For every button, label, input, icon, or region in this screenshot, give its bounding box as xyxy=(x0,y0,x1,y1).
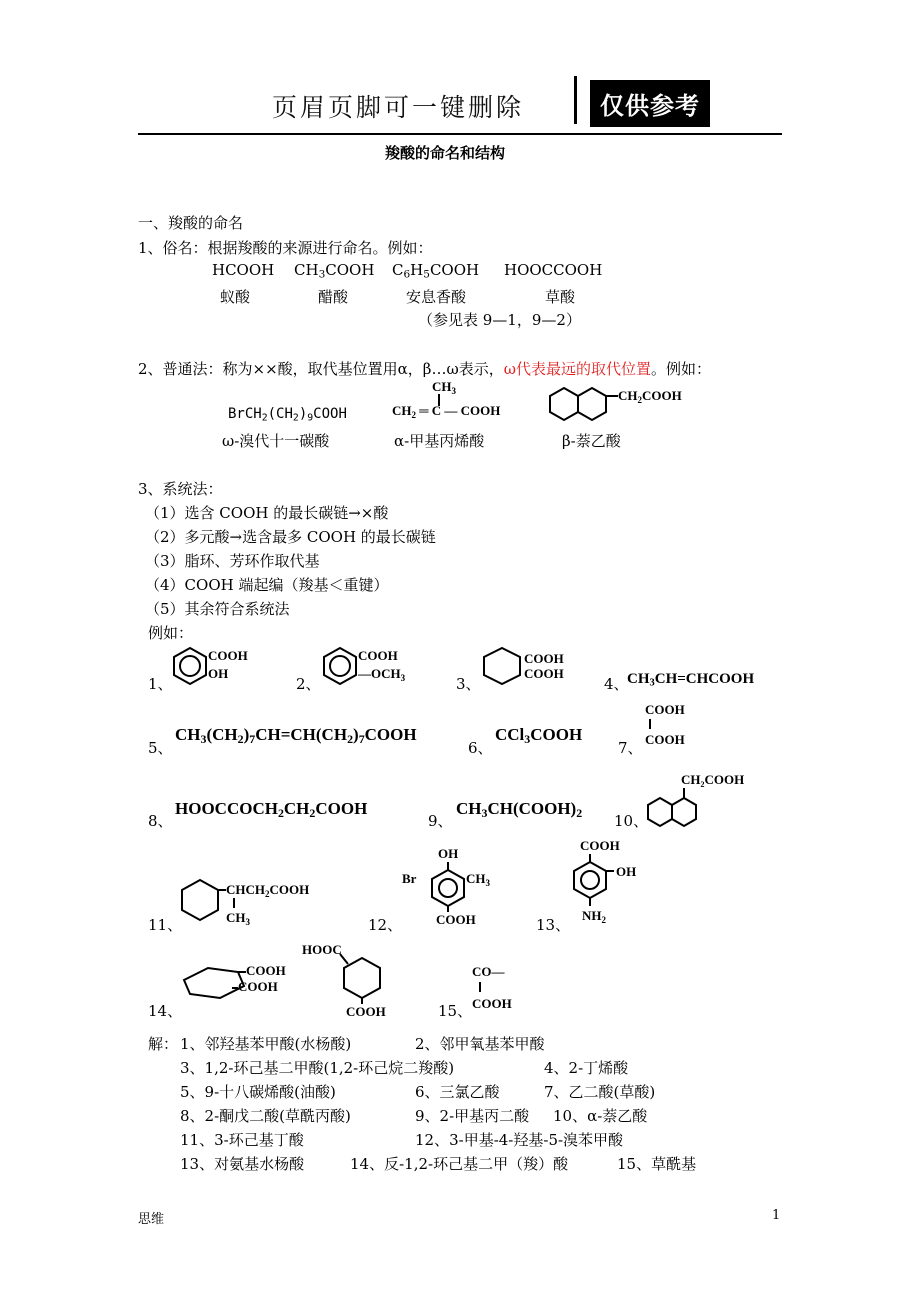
ex11-structure xyxy=(178,872,338,932)
answer-2: 2、邻甲氧基苯甲酸 xyxy=(415,1035,545,1053)
svg-text:CH3: $CH_3$ xyxy=(432,379,456,396)
rule-1: （1）选含 COOH 的最长碳链→×酸 xyxy=(145,504,389,522)
svg-text:CH3: $CH_3$ xyxy=(226,910,250,927)
answer-14: 14、反-1,2-环己基二甲（羧）酸 xyxy=(350,1155,569,1173)
answer-13: 13、对氨基水杨酸 xyxy=(180,1155,305,1173)
svg-text:COOH: COOH xyxy=(472,996,512,1011)
rule-2: （2）多元酸→选含最多 COOH 的最长碳链 xyxy=(145,528,436,546)
example-label: 例如： xyxy=(148,624,194,642)
answer-12: 12、3-甲基-4-羟基-5-溴苯甲酸 xyxy=(415,1131,624,1149)
name-benzoic: 安息香酸 xyxy=(406,288,467,306)
ex-num-11: 11、 xyxy=(148,916,183,934)
formula-ch3cooh: $CH_3COOH$ xyxy=(294,261,375,281)
ex9-formula: $CH_3CH(COOH)_2$ xyxy=(456,799,583,820)
answer-5: 5、9-十八碳烯酸(油酸) xyxy=(180,1083,336,1101)
ex4-formula: $CH_3CH=CHCOOH$ xyxy=(627,671,755,689)
name-acetic: 醋酸 xyxy=(318,288,349,306)
svg-text:COOH: COOH xyxy=(580,838,620,853)
svg-text:CH2COOH: $CH_2COOH$ xyxy=(618,388,682,405)
ex-num-3: 3、 xyxy=(456,675,481,693)
ex-num-5: 5、 xyxy=(148,739,173,757)
svg-text:COOH: COOH xyxy=(645,702,685,717)
header-rule xyxy=(138,133,782,135)
ex-num-6: 6、 xyxy=(468,739,493,757)
name-oxalic: 草酸 xyxy=(545,288,576,306)
answer-4: 4、2-丁烯酸 xyxy=(544,1059,629,1077)
s3-heading: 3、系统法： xyxy=(138,480,223,498)
svg-text:CO—: CO— xyxy=(472,964,505,979)
svg-text:COOH: COOH xyxy=(524,666,564,681)
ex-num-14: 14、 xyxy=(148,1002,183,1020)
svg-text:COOH: COOH xyxy=(436,912,476,927)
name-methacrylic: α-甲基丙烯酸 xyxy=(394,432,485,450)
ex-num-2: 2、 xyxy=(296,675,321,693)
formula-hcooh: HCOOH xyxy=(212,261,275,279)
answer-1: 1、邻羟基苯甲酸(水杨酸) xyxy=(180,1035,352,1053)
ex12-structure xyxy=(398,844,508,928)
ex14-structure xyxy=(178,940,418,1020)
ex-num-12: 12、 xyxy=(368,916,403,934)
methacrylic-structure xyxy=(388,378,518,424)
formula-hooccooh: HOOCCOOH xyxy=(504,261,603,279)
answer-6: 6、三氯乙酸 xyxy=(415,1083,500,1101)
header-badge: 仅供参考 xyxy=(590,80,710,127)
answer-label: 解： xyxy=(148,1035,179,1053)
naphthyl-acetic-structure xyxy=(546,384,706,424)
svg-text:Br: Br xyxy=(402,871,417,886)
formula-c6h5cooh: $C_6H_5COOH$ xyxy=(392,261,480,281)
svg-text:CH3: $CH_3$ xyxy=(466,871,490,888)
ex-num-15: 15、 xyxy=(438,1002,473,1020)
name-naphthyl: β-萘乙酸 xyxy=(562,432,621,450)
svg-text:OH: OH xyxy=(208,666,229,681)
ex-num-9: 9、 xyxy=(428,812,453,830)
page-number: 1 xyxy=(772,1208,781,1223)
answer-9: 9、2-甲基丙二酸 xyxy=(415,1107,530,1125)
ex10-structure xyxy=(644,770,754,832)
formula-bromo: $BrCH_2(CH_2)_9COOH$ xyxy=(228,406,347,424)
ex-num-13: 13、 xyxy=(536,916,571,934)
answer-8: 8、2-酮戊二酸(草酰丙酸) xyxy=(180,1107,351,1125)
answer-3: 3、1,2-环己基二甲酸(1,2-环己烷二羧酸) xyxy=(180,1059,455,1077)
svg-text:CHCH2COOH: $CHCH_2COOH$ xyxy=(226,882,310,899)
ex2-structure xyxy=(320,644,430,690)
ex-num-10: 10、 xyxy=(614,812,649,830)
ex1-structure xyxy=(170,644,270,690)
footer-left: 思维 xyxy=(138,1212,165,1227)
ex6-formula: CCl$_3$COOH xyxy=(495,725,583,746)
svg-text:CH2 ═ C — COOH: $CH_2$ ═ C — COOH xyxy=(392,403,501,420)
page-title: 羧酸的命名和结构 xyxy=(385,144,506,162)
rule-4: （4）COOH 端起编（羧基＜重键） xyxy=(145,576,389,594)
ex8-formula: $HOOCCOCH_2CH_2COOH$ xyxy=(175,799,368,820)
svg-text:COOH: COOH xyxy=(645,732,685,747)
svg-text:COOH: COOH xyxy=(524,651,564,666)
svg-text:COOH: COOH xyxy=(358,648,398,663)
svg-text:CH2COOH: $CH_2COOH$ xyxy=(681,772,745,789)
ex7-structure xyxy=(640,700,710,752)
answer-11: 11、3-环己基丁酸 xyxy=(180,1131,304,1149)
ex-num-7: 7、 xyxy=(618,739,643,757)
ex15-structure xyxy=(468,958,548,1012)
svg-text:HOOC: HOOC xyxy=(302,942,342,957)
svg-text:OH: OH xyxy=(438,846,459,861)
svg-text:NH2: $NH_2$ xyxy=(582,908,606,925)
svg-text:—OCH3: $—OCH_3$ xyxy=(358,666,406,683)
s1-line1: 1、俗名：根据羧酸的来源进行命名。例如： xyxy=(138,239,433,257)
ex-num-8: 8、 xyxy=(148,812,173,830)
ex5-formula: $CH_3(CH_2)_7CH=CH(CH_2)_7COOH$ xyxy=(175,725,417,746)
ex-num-4: 4、 xyxy=(604,675,629,693)
header-text: 页眉页脚可一键删除 xyxy=(272,93,525,122)
s2-highlight: ω代表最远的取代位置 xyxy=(503,360,651,378)
name-formic: 蚁酸 xyxy=(220,288,251,306)
ex13-structure xyxy=(570,836,680,928)
table-reference: （参见表 9—1，9—2） xyxy=(418,311,581,329)
name-bromo: ω-溴代十一碳酸 xyxy=(222,432,330,450)
s2-line: 2、普通法：称为××酸，取代基位置用α，β…ω表示，ω代表最远的取代位置。例如： xyxy=(138,360,711,378)
svg-text:COOH: COOH xyxy=(346,1004,386,1019)
svg-text:OH: OH xyxy=(616,864,637,879)
rule-5: （5）其余符合系统法 xyxy=(145,600,290,618)
svg-text:COOH: COOH xyxy=(238,979,278,994)
answer-15: 15、草酰基 xyxy=(617,1155,697,1173)
answer-7: 7、乙二酸(草酸) xyxy=(544,1083,656,1101)
rule-3: （3）脂环、芳环作取代基 xyxy=(145,552,320,570)
svg-text:COOH: COOH xyxy=(246,963,286,978)
answer-10: 10、α-萘乙酸 xyxy=(553,1107,648,1125)
ex3-structure xyxy=(480,644,580,690)
svg-text:COOH: COOH xyxy=(208,648,248,663)
section1-heading: 一、羧酸的命名 xyxy=(138,214,244,232)
header-divider xyxy=(574,76,577,124)
ex-num-1: 1、 xyxy=(148,675,173,693)
